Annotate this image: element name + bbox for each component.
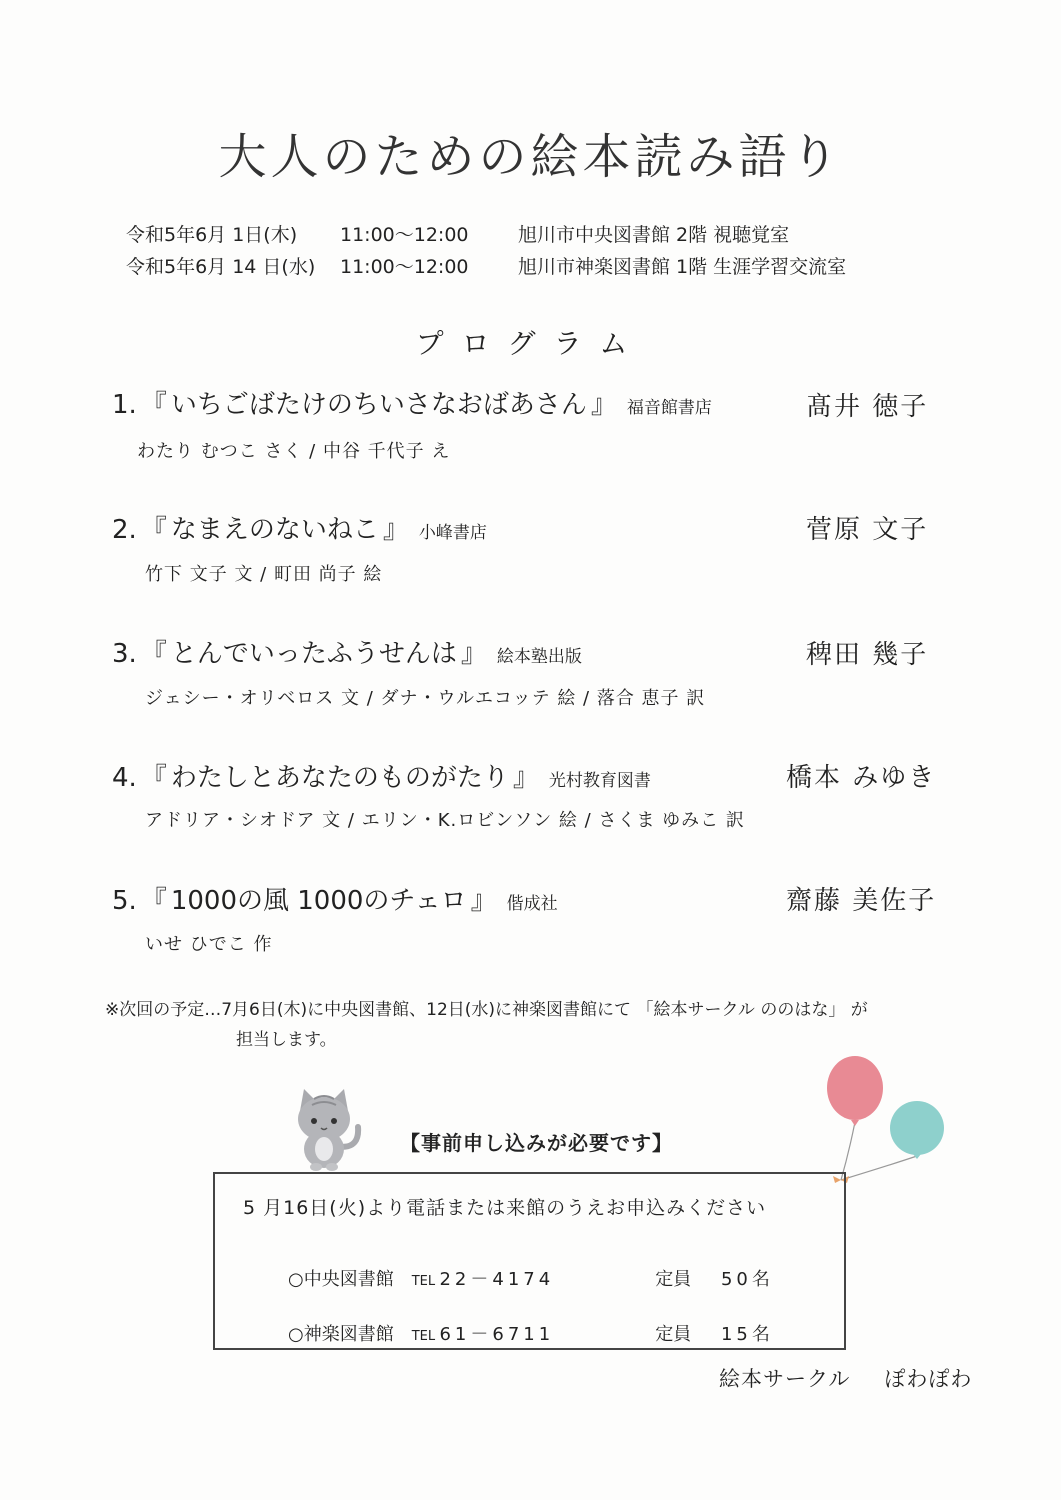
next-schedule-note-cont: 担当します。	[236, 1030, 337, 1050]
book-title: いちごばたけのちいさなおばあさん	[170, 390, 587, 420]
library-name: ○中央図書館	[288, 1269, 394, 1290]
book-number: 1.	[112, 390, 137, 420]
library-phone: 22－4174	[439, 1269, 555, 1290]
balloons-icon	[820, 1052, 950, 1192]
cat-illustration-icon	[290, 1085, 366, 1171]
organizer	[719, 1363, 972, 1393]
book-publisher: 絵本塾出版	[496, 647, 582, 667]
book-reader-1: 髙井 徳子	[806, 392, 929, 422]
book-credits-5: いせ ひでこ 作	[145, 934, 273, 955]
schedule-date-1: 令和5年6月 1日(木)	[126, 224, 298, 246]
registration-intro: 5 月16日(火)より電話または来館のうえお申込みください	[243, 1197, 767, 1219]
book-publisher: 光村教育図書	[548, 771, 651, 791]
book-number: 3.	[112, 639, 137, 669]
book-publisher: 小峰書店	[418, 523, 487, 543]
book-reader-3: 稗田 幾子	[806, 640, 929, 670]
book-item-4: 4. 『 わたしとあなたのものがたり 』 光村教育図書	[112, 763, 651, 793]
library-name: ○神楽図書館	[288, 1324, 394, 1345]
book-item-1: 1. 『 いちごばたけのちいさなおばあさん 』 福音館書店	[112, 390, 712, 420]
library-row-central	[288, 1265, 774, 1291]
book-reader-2: 菅原 文子	[806, 515, 929, 545]
book-credits-2: 竹下 文子 文 / 町田 尚子 絵	[145, 564, 383, 585]
schedule-time-1: 11:00～12:00	[340, 224, 469, 246]
book-reader-5: 齋藤 美佐子	[786, 886, 937, 916]
schedule-place-2: 旭川市神楽図書館 1階 生涯学習交流室	[518, 256, 847, 278]
capacity-label: 定員	[655, 1269, 692, 1290]
book-publisher: 偕成社	[506, 894, 558, 914]
schedule-date-2: 令和5年6月 14 日(水)	[126, 256, 316, 278]
schedule-place-1: 旭川市中央図書館 2階 視聴覚室	[518, 224, 790, 246]
organizer-name: ぽわぽわ	[884, 1367, 973, 1391]
book-credits-3: ジェシー・オリベロス 文 / ダナ・ウルエコッテ 絵 / 落合 恵子 訳	[145, 688, 706, 709]
book-item-2: 2. 『 なまえのないねこ 』 小峰書店	[112, 515, 487, 545]
book-number: 5.	[112, 886, 137, 916]
book-publisher: 福音館書店	[626, 398, 712, 418]
book-credits-4: アドリア・シオドア 文 / エリン・K.ロビンソン 絵 / さくま ゆみこ 訳	[145, 810, 745, 831]
organizer-circle: 絵本サークル	[719, 1367, 851, 1391]
book-title: 1000の風 1000のチェロ	[170, 886, 467, 916]
book-credits-1: わたり むつこ さく / 中谷 千代子 え	[137, 441, 451, 462]
capacity-value: 50名	[720, 1269, 774, 1290]
book-number: 2.	[112, 515, 137, 545]
tel-label: TEL	[411, 1329, 436, 1344]
page-title: 大人のための絵本読み語り	[218, 129, 843, 185]
book-number: 4.	[112, 763, 137, 793]
book-title: とんでいったふうせんは	[170, 639, 457, 669]
schedule-time-2: 11:00～12:00	[340, 256, 469, 278]
capacity-label: 定員	[655, 1324, 692, 1345]
tel-label: TEL	[411, 1274, 436, 1289]
book-reader-4: 橋本 みゆき	[786, 763, 937, 793]
book-title: わたしとあなたのものがたり	[170, 763, 509, 793]
book-item-5: 5. 『 1000の風 1000のチェロ 』 偕成社	[112, 886, 558, 916]
next-schedule-note: ※次回の予定…7月6日(木)に中央図書館、12日(水)に神楽図書館にて 「絵本サークル ののはな」 が	[105, 1000, 868, 1020]
book-item-3: 3. 『 とんでいったふうせんは 』 絵本塾出版	[112, 639, 582, 669]
capacity-value: 15名	[720, 1324, 774, 1345]
program-heading: プログラム	[415, 327, 646, 360]
registration-heading: 【事前申し込みが必要です】	[400, 1131, 673, 1155]
library-phone: 61－6711	[439, 1324, 555, 1345]
book-title: なまえのないねこ	[170, 515, 379, 545]
library-row-kagura	[288, 1320, 774, 1346]
